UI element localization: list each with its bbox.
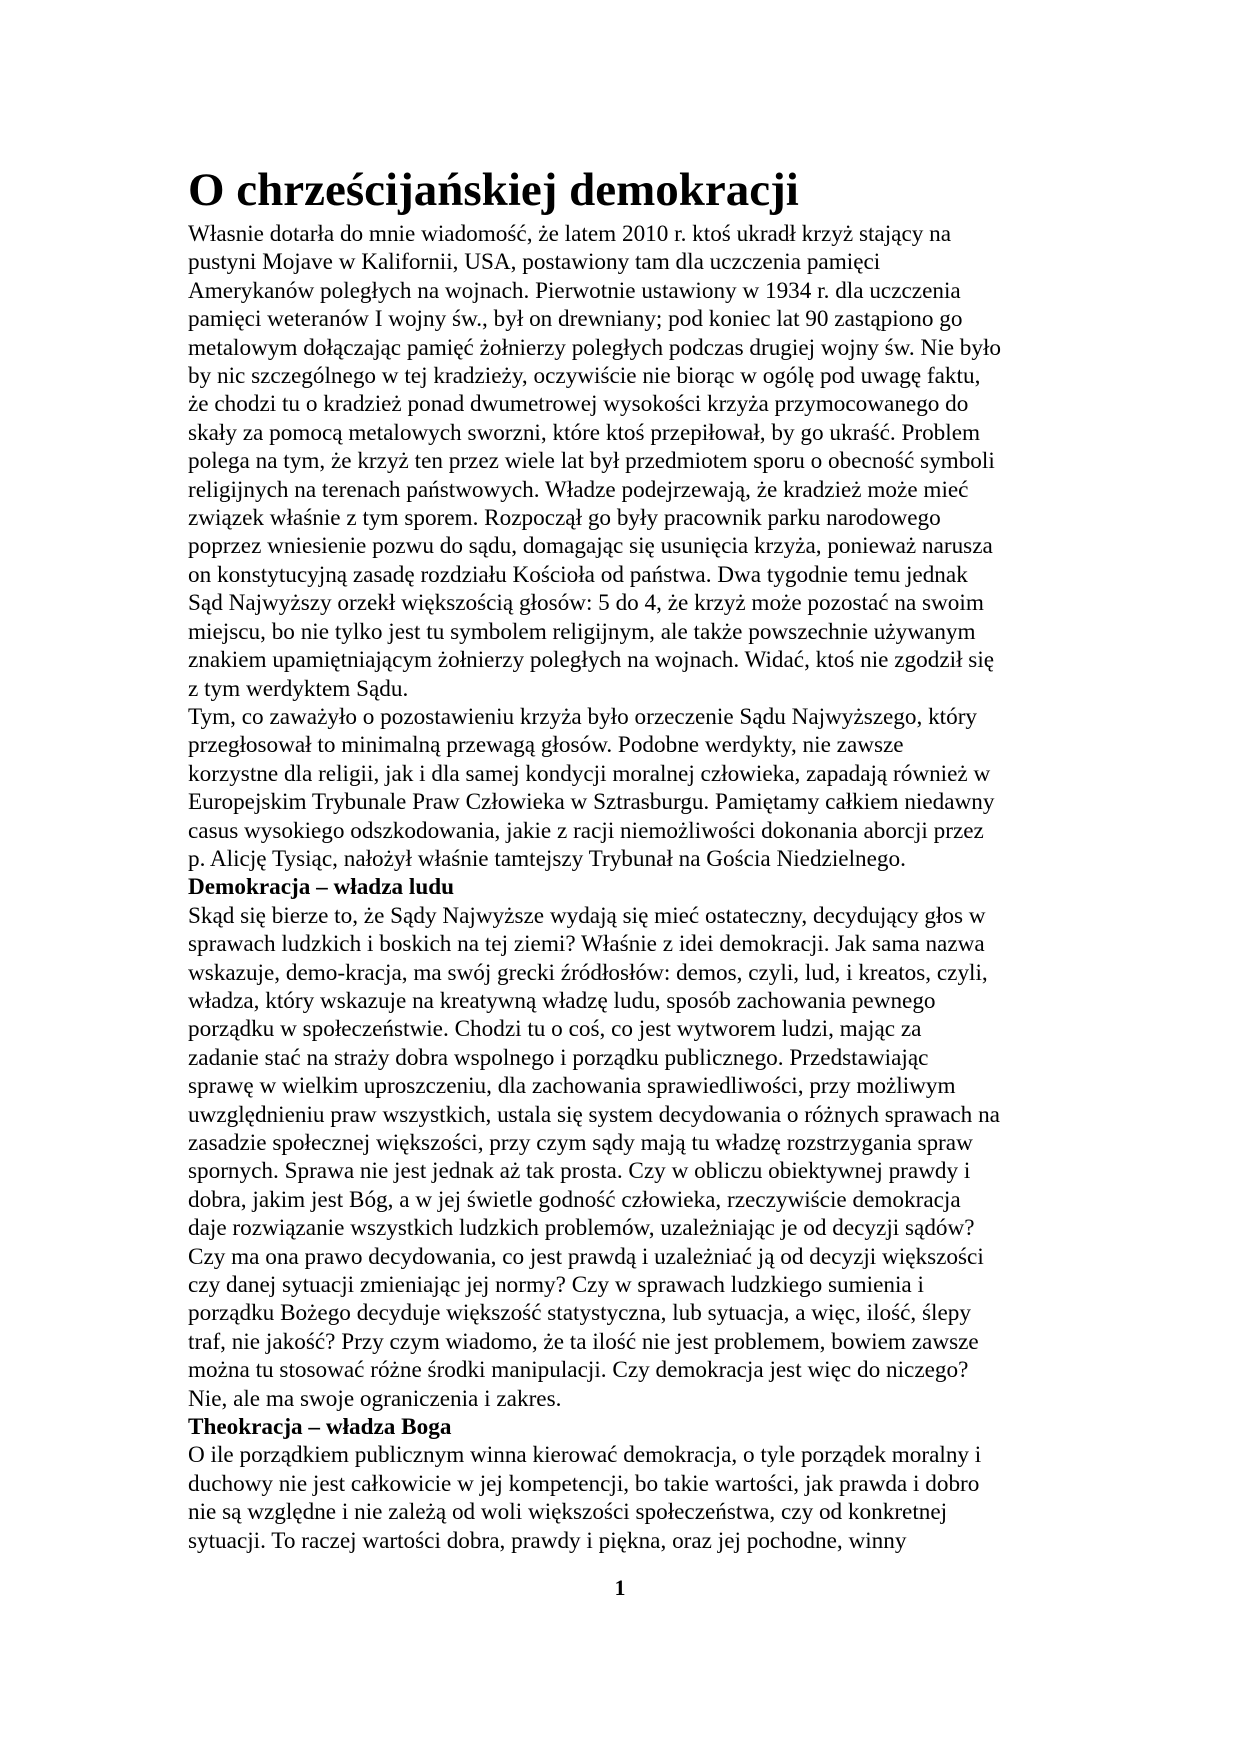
text-line: traf, nie jakość? Przy czym wiadomo, że ta ilość nie jest problemem, bowiem zawsze [188, 1328, 979, 1355]
text-line: dobra, jakim jest Bóg, a w jej świetle godność człowieka, rzeczywiście demokracja [188, 1186, 961, 1213]
text-line: p. Alicję Tysiąc, nałożył właśnie tamtejszy Trybunał na Gościa Niedzielnego. [188, 845, 906, 872]
text-line: duchowy nie jest całkowicie w jej kompetencji, bo takie wartości, jak prawda i dobro [188, 1470, 980, 1497]
text-line: można tu stosować różne środki manipulacji. Czy demokracja jest więc do niczego? [188, 1357, 969, 1384]
page-number: 1 [614, 1575, 626, 1600]
document-page [188, 160, 1068, 1555]
text-line: związek właśnie z tym sporem. Rozpoczął go były pracownik parku narodowego [188, 505, 941, 532]
text-line: uwzględnieniu praw wszystkich, ustala się system decydowania o różnych sprawach na [188, 1101, 1000, 1128]
text-line: Skąd się bierze to, że Sądy Najwyższe wydają się mieć ostateczny, decydujący głos w [188, 902, 986, 929]
text-line: porządku Bożego decyduje większość statystyczna, lub sytuacja, a więc, ilość, ślepy [188, 1300, 971, 1327]
text-line: daje rozwiązanie wszystkich ludzkich problemów, uzależniając je od decyzji sądów? [188, 1215, 975, 1242]
text-line: Czy ma ona prawo decydowania, co jest prawdą i uzależniać ją od decyzji większości [188, 1243, 984, 1270]
text-line: Nie, ale ma swoje ograniczenia i zakres. [188, 1385, 562, 1412]
text-line: zasadzie społecznej większości, przy czym sądy mają tu władzę rozstrzygania spraw [188, 1130, 973, 1156]
text-line: nie są względne i nie zależą od woli większości społeczeństwa, czy od konkretnej [188, 1499, 948, 1526]
text-line: pamięci weteranów I wojny św., był on drewniany; pod koniec lat 90 zastąpiono go [188, 306, 963, 333]
text-line: sprawę w wielkim uproszczeniu, dla zachowania sprawiedliwości, przy możliwym [188, 1073, 956, 1100]
text-line: skały za pomocą metalowych sworzni, które ktoś przepiłował, by go ukraść. Problem [188, 419, 981, 446]
text-line: metalowym dołączając pamięć żołnierzy poległych podczas drugiej wojny św. Nie było [188, 334, 1001, 361]
text-line: spornych. Sprawa nie jest jednak aż tak prosta. Czy w obliczu obiektywnej prawdy i [188, 1158, 971, 1185]
section-heading: Demokracja – władza ludu [188, 874, 455, 901]
text-line: on konstytucyjną zasadę rozdziału Kościoła od państwa. Dwa tygodnie temu jednak [188, 561, 968, 588]
text-line: Tym, co zaważyło o pozostawieniu krzyża było orzeczenie Sądu Najwyższego, który [188, 703, 978, 730]
text-line: Własnie dotarła do mnie wiadomość, że latem 2010 r. ktoś ukradł krzyż stający na [188, 221, 952, 247]
text-line: religijnych na terenach państwowych. Władze podejrzewają, że kradzież może mieć [188, 476, 969, 503]
text-line: sprawach ludzkich i boskich na tej ziemi? Właśnie z idei demokracji. Jak sama nazwa [188, 931, 985, 958]
text-line: Europejskim Trybunale Praw Człowieka w Sztrasburgu. Pamiętamy całkiem niedawny [188, 789, 995, 816]
text-line: sytuacji. To raczej wartości dobra, prawdy i piękna, oraz jej pochodne, winny [188, 1527, 907, 1554]
text-line: przegłosował to minimalną przewagą głosów. Podobne werdykty, nie zawsze [188, 732, 904, 759]
text-line: casus wysokiego odszkodowania, jakie z racji niemożliwości dokonania aborcji przez [188, 817, 984, 844]
section-heading: Theokracja – władza Boga [188, 1414, 452, 1441]
document-body [188, 220, 1068, 1555]
text-line: miejscu, bo nie tylko jest tu symbolem religijnym, ale także powszechnie używanym [188, 618, 976, 645]
text-line: pustyni Mojave w Kalifornii, USA, postawiony tam dla uczczenia pamięci [188, 249, 881, 276]
text-line: porządku w społeczeństwie. Chodzi tu o coś, co jest wytworem ludzi, mając za [188, 1016, 922, 1043]
text-line: czy danej sytuacji zmieniając jej normy? Czy w sprawach ludzkiego sumienia i [188, 1272, 924, 1299]
text-line: że chodzi tu o kradzież ponad dwumetrowej wysokości krzyża przymocowanego do [188, 391, 969, 418]
text-line: zadanie stać na straży dobra wspolnego i porządku publicznego. Przedstawiając [188, 1044, 929, 1071]
text-line: poprzez wniesienie pozwu do sądu, domagając się usunięcia krzyża, ponieważ narusza [188, 533, 993, 560]
text-line: O ile porządkiem publicznym winna kierować demokracja, o tyle porządek moralny i [188, 1442, 982, 1469]
text-line: władza, który wskazuje na kreatywną władzę ludu, sposób zachowania pewnego [188, 987, 936, 1014]
text-line: wskazuje, demo-kracja, ma swój grecki źródłosłów: demos, czyli, lud, i kreatos, czyli, [188, 959, 988, 986]
text-line: Sąd Najwyższy orzekł większością głosów: 5 do 4, że krzyż może pozostać na swoim [188, 590, 984, 617]
document-title: O chrześcijańskiej demokracji [188, 164, 799, 216]
text-line: by nic szczególnego w tej kradzieży, oczywiście nie biorąc w ogólę pod uwagę faktu, [188, 363, 981, 390]
text-line: z tym werdyktem Sądu. [188, 675, 409, 702]
text-line: polega na tym, że krzyż ten przez wiele lat był przedmiotem sporu o obecność symboli [188, 448, 995, 475]
text-line: Amerykanów poległych na wojnach. Pierwotnie ustawiony w 1934 r. dla uczczenia [188, 277, 961, 304]
text-line: korzystne dla religii, jak i dla samej kondycji moralnej człowieka, zapadają również w [188, 760, 991, 787]
text-line: znakiem upamiętniającym żołnierzy poległych na wojnach. Widać, ktoś nie zgodził się [188, 647, 995, 674]
